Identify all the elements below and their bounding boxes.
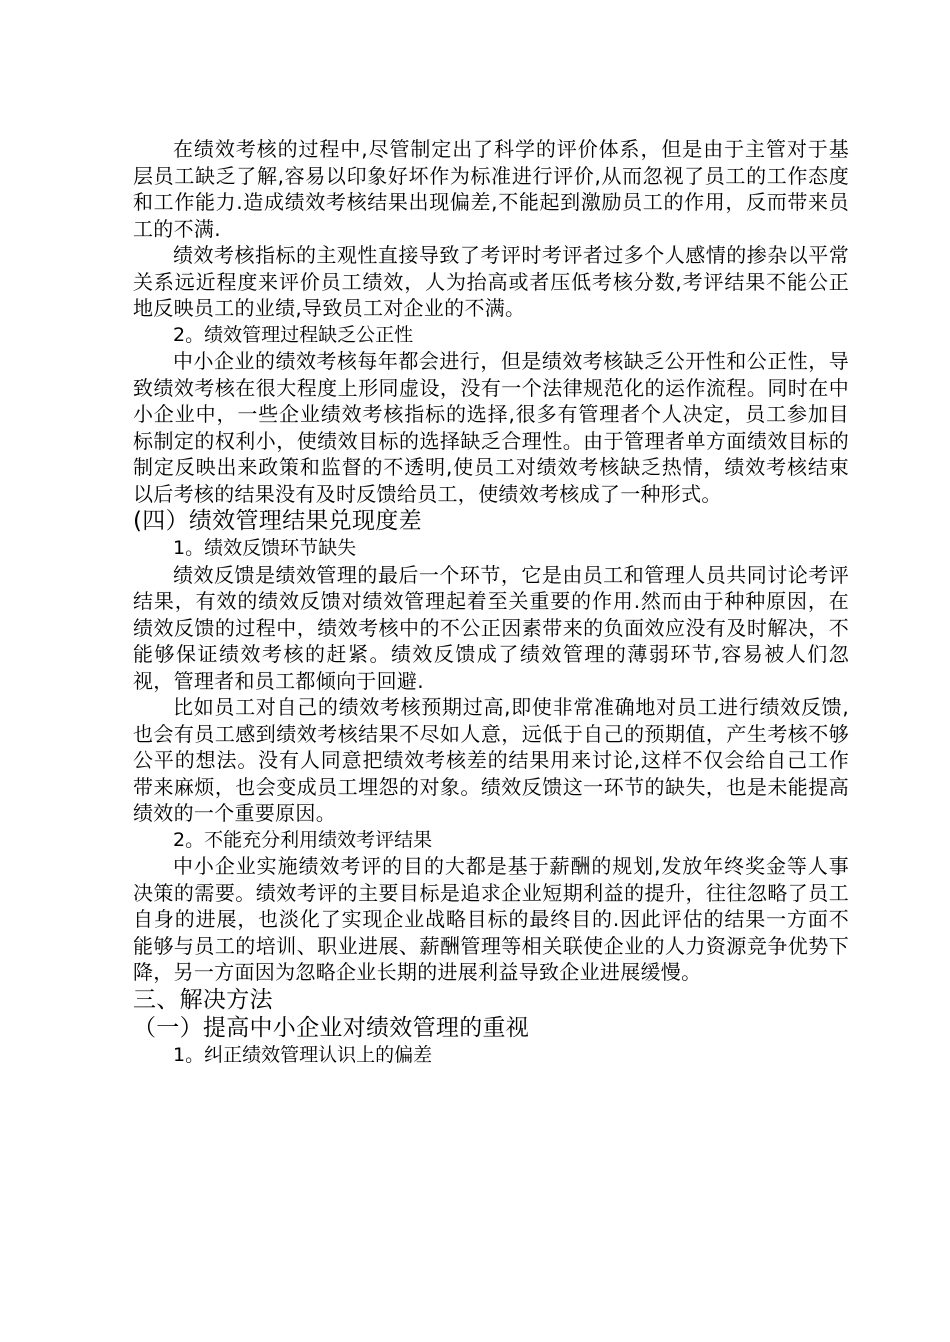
body-paragraph: 在绩效考核的过程中,尽管制定出了科学的评价体系，但是由于主管对于基层员工缺乏了解,容易以印象好坏作为标准进行评价,从而忽视了员工的工作态度和工作能力.造成绩效考核结果出现偏差,不能起到激励员工的作用，反而带来员工的不满. xyxy=(133,137,849,241)
subsection-heading: 1。绩效反馈环节缺失 xyxy=(173,537,357,559)
body-paragraph: 中小企业实施绩效考评的目的大都是基于薪酬的规划,发放年终奖金等人事决策的需要。绩效考评的主要目标是追求企业短期利益的提升，往往忽略了员工自身的进展，也淡化了实现企业战略目标的最终目的.因此评估的结果一方面不能够与员工的培训、职业进展、薪酬管理等相关联使企业的人力资源竞争优势下降，另一方面因为忽略企业长期的进展利益导致企业进展缓慢。 xyxy=(133,854,849,984)
body-paragraph: 中小企业的绩效考核每年都会进行，但是绩效考核缺乏公开性和公正性，导致绩效考核在很大程度上形同虚设，没有一个法律规范化的运作流程。同时在中小企业中，一些企业绩效考核指标的选择,很多有管理者个人决定，员工参加目标制定的权利小，使绩效目标的选择缺乏合理性。由于管理者单方面绩效目标的制定反映出来政策和监督的不透明,使员工对绩效考核缺乏热情，绩效考核结束以后考核的结果没有及时反馈给员工，使绩效考核成了一种形式。 xyxy=(133,349,849,506)
subsection-heading: 2。不能充分利用绩效考评结果 xyxy=(173,828,433,851)
chapter-heading: 三、解决方法 xyxy=(133,986,273,1013)
section-heading: （一）提高中小企业对绩效管理的重视 xyxy=(133,1014,530,1041)
body-paragraph: 比如员工对自己的绩效考核预期过高,即使非常准确地对员工进行绩效反馈,也会有员工感到绩效考核结果不尽如人意，远低于自己的预期值，产生考核不够公平的想法。没有人同意把绩效考核差的结果用来讨论,这样不仅会给自己工作带来麻烦，也会变成员工埋怨的对象。绩效反馈这一环节的缺失，也是未能提高绩效的一个重要原因。 xyxy=(133,695,849,825)
subsection-heading: 2。绩效管理过程缺乏公正性 xyxy=(173,323,414,346)
subsection-heading: 1。纠正绩效管理认识上的偏差 xyxy=(173,1043,433,1066)
document-page xyxy=(133,136,849,1068)
section-heading: (四）绩效管理结果兑现度差 xyxy=(133,508,422,534)
body-paragraph: 绩效反馈是绩效管理的最后一个环节，它是由员工和管理人员共同讨论考评结果，有效的绩效反馈对绩效管理起着至关重要的作用.然而由于种种原因，在绩效反馈的过程中，绩效考核中的不公正因素带来的负面效应没有及时解决，不能够保证绩效考核的赶紧。绩效反馈成了绩效管理的薄弱环节,容易被人们忽视，管理者和员工都倾向于回避. xyxy=(133,562,849,693)
body-paragraph: 绩效考核指标的主观性直接导致了考评时考评者过多个人感情的掺杂以平常关系远近程度来评价员工绩效，人为抬高或者压低考核分数,考评结果不能公正地反映员工的业绩,导致员工对企业的不满。 xyxy=(133,243,849,320)
